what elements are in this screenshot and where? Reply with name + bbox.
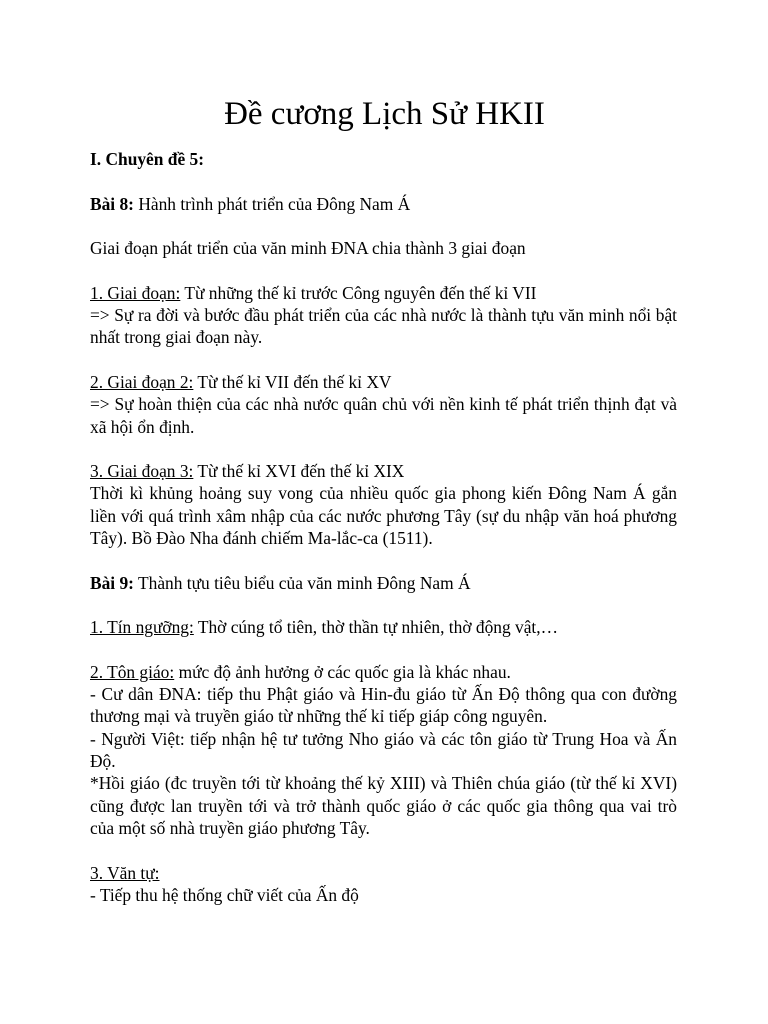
script-heading bbox=[90, 862, 677, 884]
lesson-9-title: Thành tựu tiêu biểu của văn minh Đông Nam Á bbox=[133, 572, 471, 593]
lesson-9-label: Bài 9: bbox=[90, 572, 134, 593]
intro-paragraph: Giai đoạn phát triển của văn minh ĐNA chia thành 3 giai đoạn bbox=[90, 238, 526, 259]
section-heading: I. Chuyên đề 5: bbox=[90, 149, 205, 169]
stage-3-title: Từ thế kỉ XVI đến thế kỉ XIX bbox=[193, 461, 405, 482]
religion-line-3: *Hồi giáo (đc truyền tới từ khoảng thế kỷ XIII) và Thiên chúa giáo (từ thế kỉ XVI) cũng được lan truyền tới và trở thành quốc giáo ở các quốc gia thông qua vai trò của một số nhà truyền giáo phương Tây. bbox=[90, 773, 677, 838]
religion-text: mức độ ảnh hưởng ở các quốc gia là khác nhau. bbox=[174, 661, 511, 682]
religion-label: 2. Tôn giáo: bbox=[90, 661, 175, 682]
lesson-9-heading bbox=[90, 572, 677, 594]
stage-1-heading bbox=[90, 282, 677, 304]
stage-2-label: 2. Giai đoạn 2: bbox=[90, 371, 194, 392]
lesson-8-heading bbox=[90, 193, 677, 215]
stage-3-heading bbox=[90, 460, 677, 482]
stage-2-title: Từ thế kỉ VII đến thế kỉ XV bbox=[193, 371, 392, 392]
lesson-8-label: Bài 8: bbox=[90, 193, 134, 214]
document-page bbox=[90, 92, 677, 906]
document-title: Đề cương Lịch Sử HKII bbox=[224, 96, 545, 132]
stage-1-title: Từ những thế kỉ trước Công nguyên đến thế kỉ VII bbox=[180, 282, 537, 303]
script-label: 3. Văn tự: bbox=[90, 862, 160, 883]
stage-3-label: 3. Giai đoạn 3: bbox=[90, 461, 194, 482]
lesson-8-title: Hành trình phát triển của Đông Nam Á bbox=[133, 193, 411, 214]
stage-2-heading bbox=[90, 371, 677, 393]
script-line-1: - Tiếp thu hệ thống chữ viết của Ấn độ bbox=[90, 884, 359, 905]
religion-heading bbox=[90, 661, 677, 683]
religion-line-1: - Cư dân ĐNA: tiếp thu Phật giáo và Hin-đu giáo từ Ấn Độ thông qua con đường thương mại và truyền giáo từ những thế kỉ tiếp giáp công nguyên. bbox=[90, 684, 677, 727]
belief-text: Thờ cúng tổ tiên, thờ thần tự nhiên, thờ động vật,… bbox=[193, 617, 558, 638]
belief-label: 1. Tín ngưỡng: bbox=[90, 617, 194, 638]
stage-1-body: => Sự ra đời và bước đầu phát triển của các nhà nước là thành tựu văn minh nổi bật nhất trong giai đoạn này. bbox=[90, 305, 677, 348]
stage-3-body: Thời kì khủng hoảng suy vong của nhiều quốc gia phong kiến Đông Nam Á gắn liền với quá trình xâm nhập của các nước phương Tây (sự du nhập văn hoá phương Tây). Bồ Đào Nha đánh chiếm Ma-lắc-ca (1511). bbox=[90, 483, 677, 549]
stage-2-body: => Sự hoàn thiện của các nhà nước quân chủ với nền kinh tế phát triển thịnh đạt và xã hội ổn định. bbox=[90, 394, 677, 437]
belief-paragraph bbox=[90, 616, 677, 638]
religion-line-2: - Người Việt: tiếp nhận hệ tư tưởng Nho giáo và các tôn giáo từ Trung Hoa và Ấn Độ. bbox=[90, 728, 677, 772]
stage-1-label: 1. Giai đoạn: bbox=[90, 282, 181, 303]
